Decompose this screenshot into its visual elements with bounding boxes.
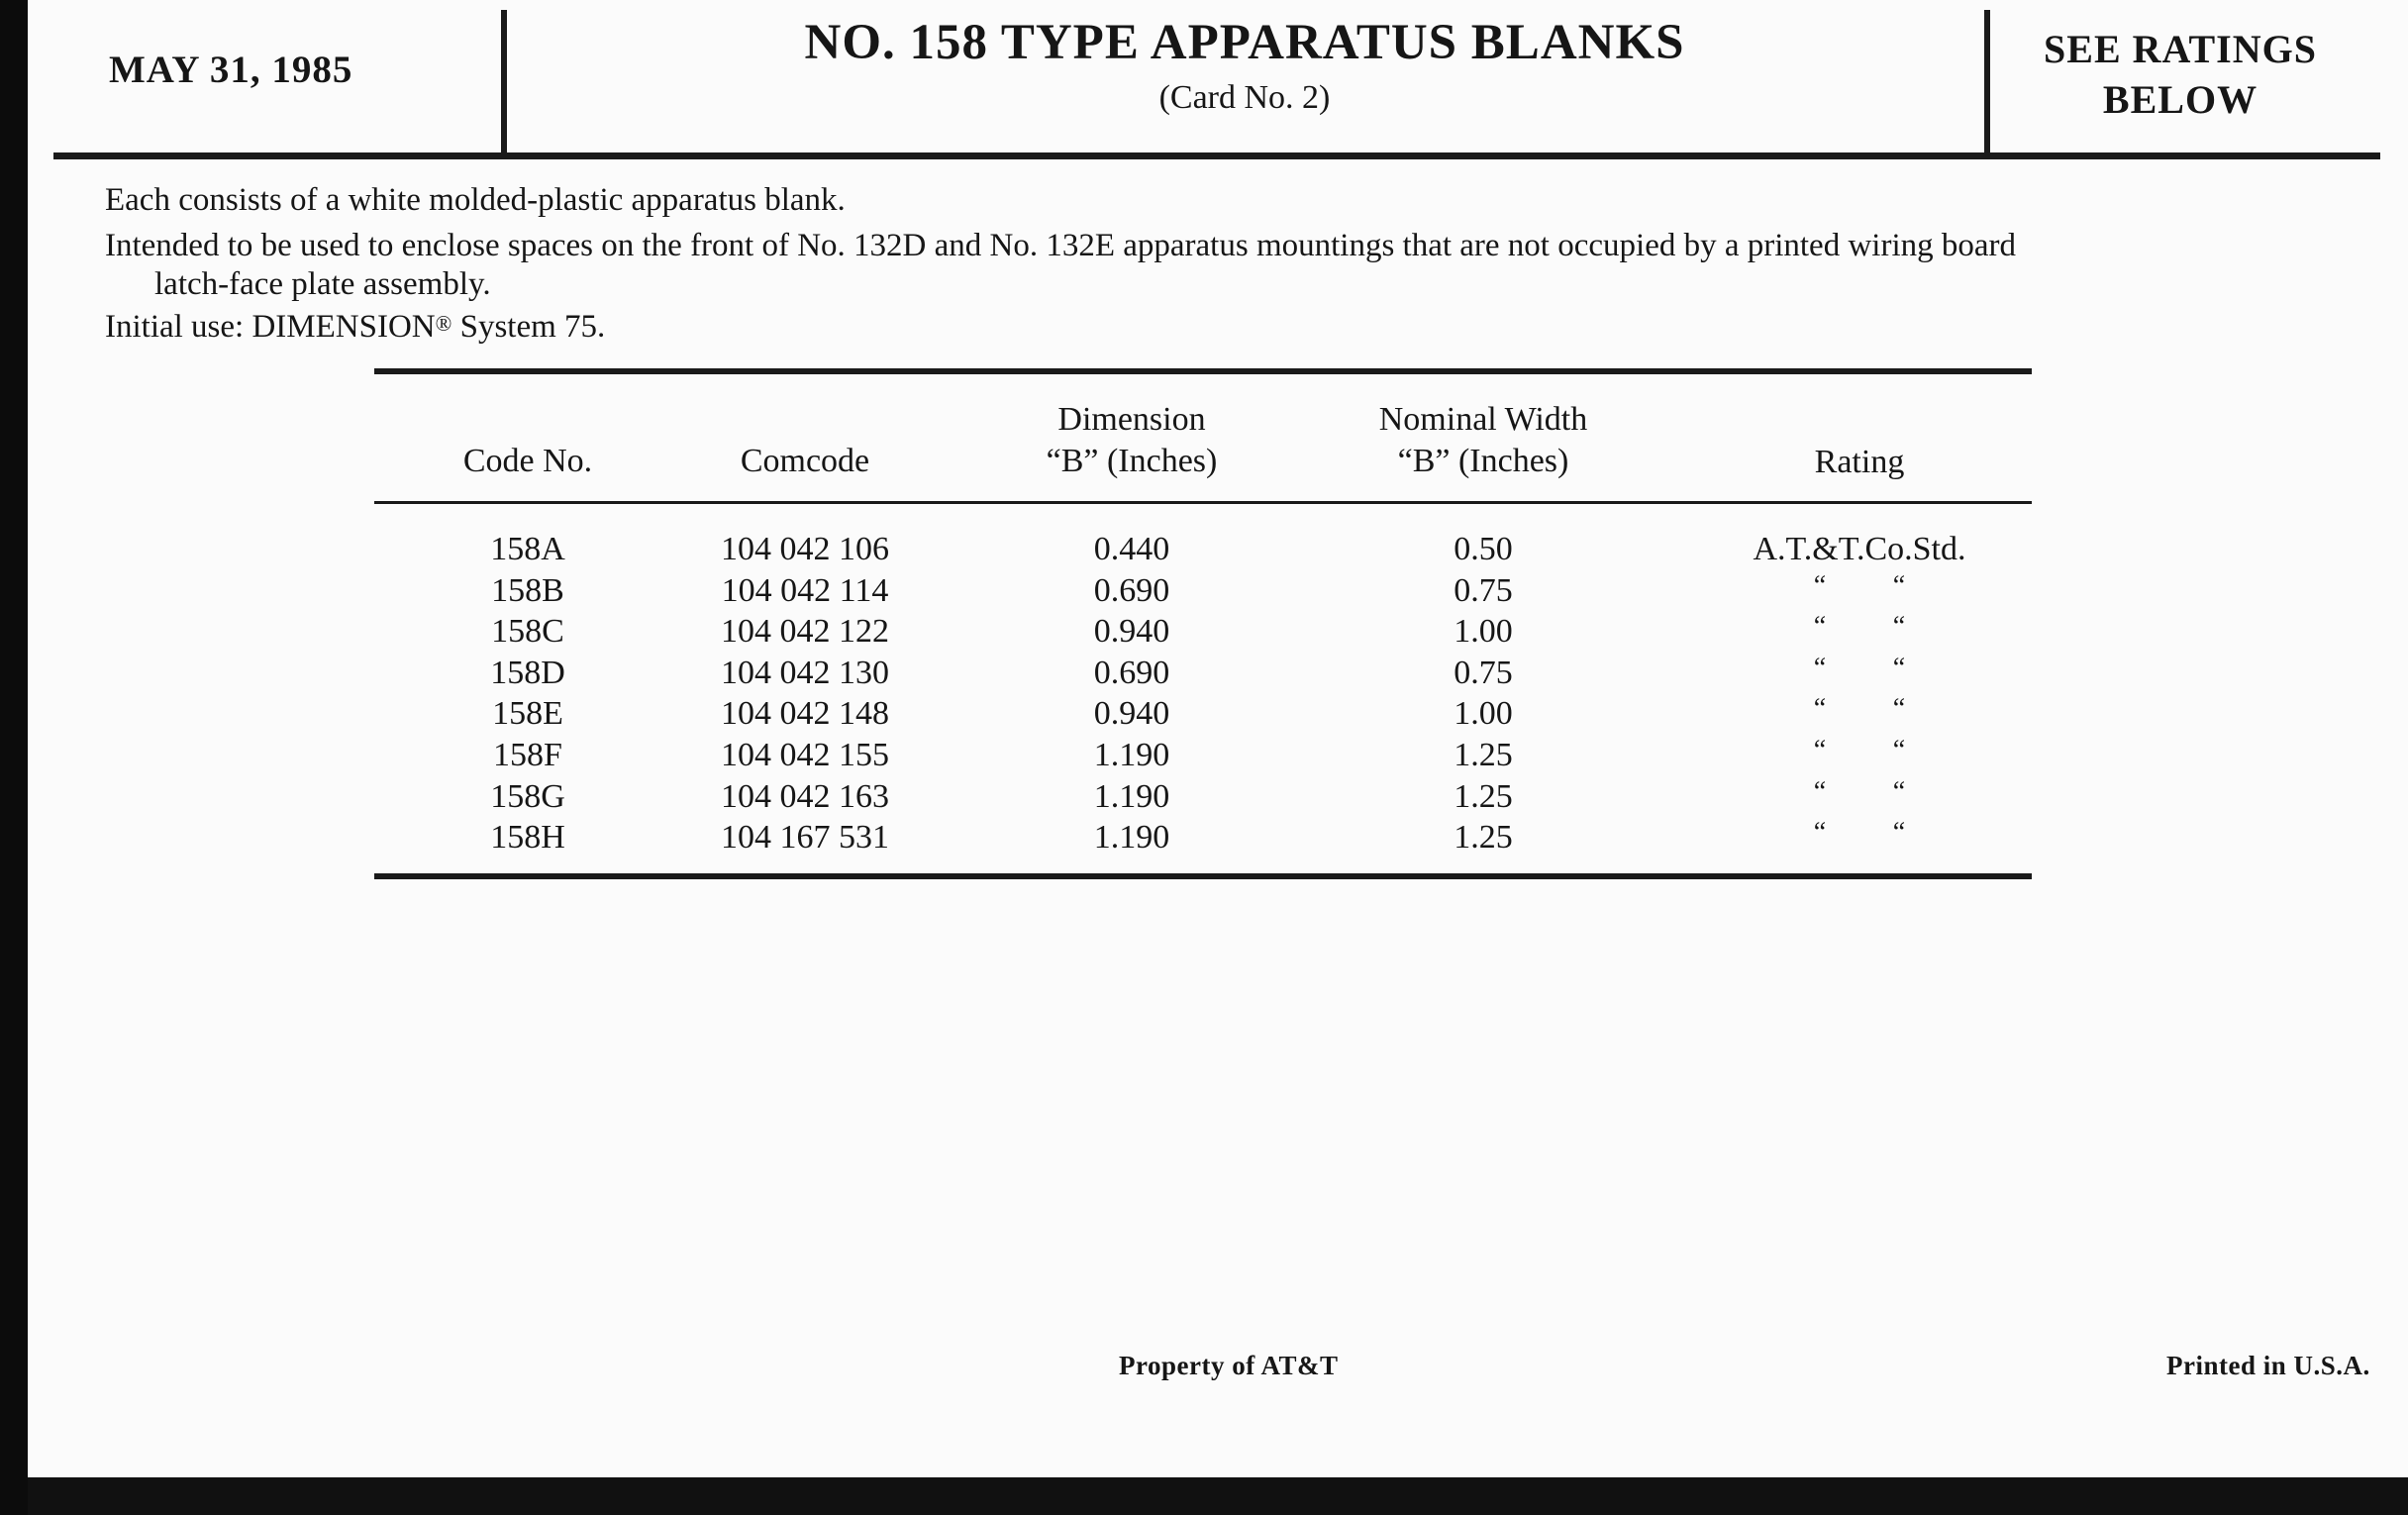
ratings-note-line2: BELOW: [2102, 77, 2258, 122]
cell-dimension: 1.190: [1093, 819, 1170, 856]
table-bottom-rule: [374, 873, 2032, 879]
cell-rating: A.T.&T.Co.Std.: [1753, 531, 1966, 567]
cell-dimension: 0.440: [1093, 531, 1170, 567]
description-line-3: [105, 304, 2382, 347]
column-header-nominal-width: [1335, 399, 1632, 482]
cell-comcode: 104 042 163: [721, 778, 889, 815]
ditto-mark: “: [1813, 611, 1827, 642]
cell-comcode: 104 042 106: [721, 531, 889, 567]
ditto-mark: “: [1892, 693, 1906, 724]
cell-nominal-width: 1.25: [1454, 819, 1513, 856]
cell-rating-ditto: [1731, 571, 1988, 611]
ditto-mark: “: [1892, 611, 1906, 642]
cell-rating-ditto: [1731, 818, 1988, 858]
cell-rating-ditto: [1731, 694, 1988, 734]
cell-dimension: 0.940: [1093, 695, 1170, 732]
cell-code: 158F: [493, 737, 562, 773]
header-divider-right: [1984, 10, 1990, 156]
cell-nominal-width: 1.00: [1454, 695, 1513, 732]
cell-nominal-width: 0.50: [1454, 531, 1513, 567]
initial-use-suffix: System 75.: [452, 309, 606, 345]
cell-dimension: 0.940: [1093, 613, 1170, 650]
cell-comcode: 104 042 114: [721, 572, 889, 609]
issue-date: MAY 31, 1985: [109, 49, 353, 91]
ditto-mark: “: [1813, 735, 1827, 765]
cell-dimension: 0.690: [1093, 572, 1170, 609]
cell-dimension: 0.690: [1093, 655, 1170, 691]
ditto-mark: “: [1892, 570, 1906, 601]
cell-comcode: 104 042 155: [721, 737, 889, 773]
cell-nominal-width: 0.75: [1454, 655, 1513, 691]
ditto-mark: “: [1892, 653, 1906, 683]
column-header-nominal-line1: Nominal Width: [1378, 401, 1588, 438]
cell-rating-ditto: [1731, 654, 1988, 693]
cell-comcode: 104 042 122: [721, 613, 889, 650]
ditto-mark: “: [1813, 693, 1827, 724]
page-title: NO. 158 TYPE APPARATUS BLANKS: [804, 15, 1685, 70]
column-header-code: Code No.: [462, 443, 593, 479]
cell-comcode: 104 042 148: [721, 695, 889, 732]
cell-nominal-width: 1.25: [1454, 737, 1513, 773]
cell-code: 158H: [490, 819, 565, 856]
cell-rating-ditto: [1731, 612, 1988, 652]
table-top-rule: [374, 368, 2032, 374]
cell-rating-ditto: [1731, 736, 1988, 775]
column-header-rating: Rating: [1814, 444, 1905, 480]
cell-code: 158A: [490, 531, 565, 567]
cell-nominal-width: 0.75: [1454, 572, 1513, 609]
cell-rating-ditto: [1731, 777, 1988, 817]
header-rule: [53, 152, 2380, 159]
printed-notice: Printed in U.S.A.: [2166, 1351, 2370, 1380]
cell-code: 158G: [490, 778, 565, 815]
ditto-mark: “: [1813, 776, 1827, 807]
description-line-2-continued: latch-face plate assembly.: [154, 266, 491, 302]
scan-bottom-edge: [28, 1477, 2408, 1515]
ditto-mark: “: [1892, 735, 1906, 765]
column-header-dimension-line1: Dimension: [1057, 401, 1206, 438]
table-header-rule: [374, 501, 2032, 504]
cell-code: 158C: [491, 613, 564, 650]
description-line-1: Each consists of a white molded-plastic apparatus blank.: [105, 182, 846, 218]
cell-nominal-width: 1.00: [1454, 613, 1513, 650]
ditto-mark: “: [1892, 817, 1906, 848]
cell-nominal-width: 1.25: [1454, 778, 1513, 815]
property-notice: Property of AT&T: [1119, 1351, 1339, 1380]
column-header-nominal-line2: “B” (Inches): [1397, 443, 1569, 479]
column-header-dimension-line2: “B” (Inches): [1046, 443, 1218, 479]
description-line-2: Intended to be used to enclose spaces on the front of No. 132D and No. 132E apparatus mountings that are not occupied by a printed wiring board: [105, 228, 2017, 263]
ditto-mark: “: [1892, 776, 1906, 807]
card-number: (Card No. 2): [1158, 79, 1331, 116]
registered-mark: ®: [435, 311, 452, 336]
ratings-note: [1992, 24, 2368, 125]
initial-use-prefix: Initial use: DIMENSION: [105, 309, 436, 345]
document-card: [28, 0, 2408, 1477]
cell-code: 158E: [492, 695, 563, 732]
cell-comcode: 104 042 130: [721, 655, 889, 691]
ditto-mark: “: [1813, 570, 1827, 601]
column-header-dimension: [1008, 399, 1255, 482]
cell-comcode: 104 167 531: [721, 819, 889, 856]
ditto-mark: “: [1813, 817, 1827, 848]
ratings-note-line1: SEE RATINGS: [2044, 27, 2317, 71]
cell-code: 158B: [491, 572, 564, 609]
cell-dimension: 1.190: [1093, 737, 1170, 773]
column-header-comcode: Comcode: [740, 443, 870, 479]
cell-code: 158D: [490, 655, 565, 691]
cell-dimension: 1.190: [1093, 778, 1170, 815]
ditto-mark: “: [1813, 653, 1827, 683]
